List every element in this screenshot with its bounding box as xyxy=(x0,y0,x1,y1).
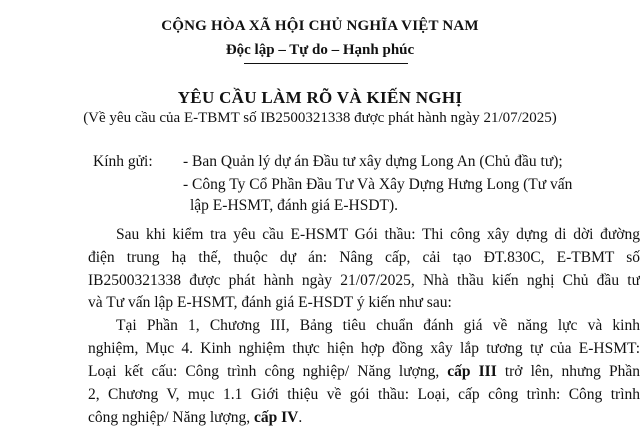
document-subtitle: (Về yêu cầu của E-TBMT số IB2500321338 được phát hành ngày 21/07/2025) xyxy=(83,110,557,126)
national-header: CỘNG HÒA XÃ HỘI CHỦ NGHĨA VIỆT NAM xyxy=(161,18,479,34)
body-paragraph-1-line: IB2500321338 được phát hành ngày 21/07/2025, Nhà thầu kiến nghị Chủ đầu tư xyxy=(88,272,640,289)
body-paragraph-1-line: và Tư vấn lập E-HSMT, đánh giá E-HSDT ý kiến như sau: xyxy=(88,294,452,311)
motto-underline xyxy=(244,63,408,64)
document-title: YÊU CẦU LÀM RÕ VÀ KIẾN NGHỊ xyxy=(177,88,463,107)
addressee-label: Kính gửi: xyxy=(93,153,153,170)
text-run: công nghiệp/ Năng lượng, xyxy=(88,409,254,426)
text-run: Loại kết cấu: Công trình công nghiệp/ Năng lượng, xyxy=(88,363,448,380)
national-motto: Độc lập – Tự do – Hạnh phúc xyxy=(225,42,415,58)
body-paragraph-2-line xyxy=(88,363,640,381)
recipient-2: - Công Ty Cổ Phần Đầu Tư Và Xây Dựng Hưng Long (Tư vấn xyxy=(183,176,573,193)
body-paragraph-2-line xyxy=(88,409,640,427)
bold-grade: cấp IV xyxy=(253,409,299,426)
text-run: . xyxy=(298,409,303,426)
body-paragraph-2-line: 2, Chương V, mục 1.1 Giới thiệu về gói thầu: Loại, cấp công trình: Công trình xyxy=(88,386,640,403)
body-paragraph-1-line: điện trung hạ thế, thuộc dự án: Nâng cấp, cải tạo ĐT.830C, E-TBMT số xyxy=(88,249,640,266)
recipient-1: - Ban Quản lý dự án Đầu tư xây dựng Long An (Chủ đầu tư); xyxy=(183,153,563,170)
bold-grade: cấp III xyxy=(447,363,497,380)
body-paragraph-1-line: Sau khi kiểm tra yêu cầu E-HSMT Gói thầu: Thi công xây dựng di dời đường xyxy=(116,226,640,243)
body-paragraph-2-line: Tại Phần 1, Chương III, Bảng tiêu chuẩn đánh giá về năng lực và kinh xyxy=(116,317,640,334)
text-run: trở lên, nhưng Phần xyxy=(496,363,640,380)
body-paragraph-2-line: nghiệm, Mục 4. Kinh nghiệm thực hiện hợp đồng xây lắp tương tự của E-HSMT: xyxy=(88,340,640,357)
recipient-2-continued: lập E-HSMT, đánh giá E-HSDT). xyxy=(190,197,399,214)
